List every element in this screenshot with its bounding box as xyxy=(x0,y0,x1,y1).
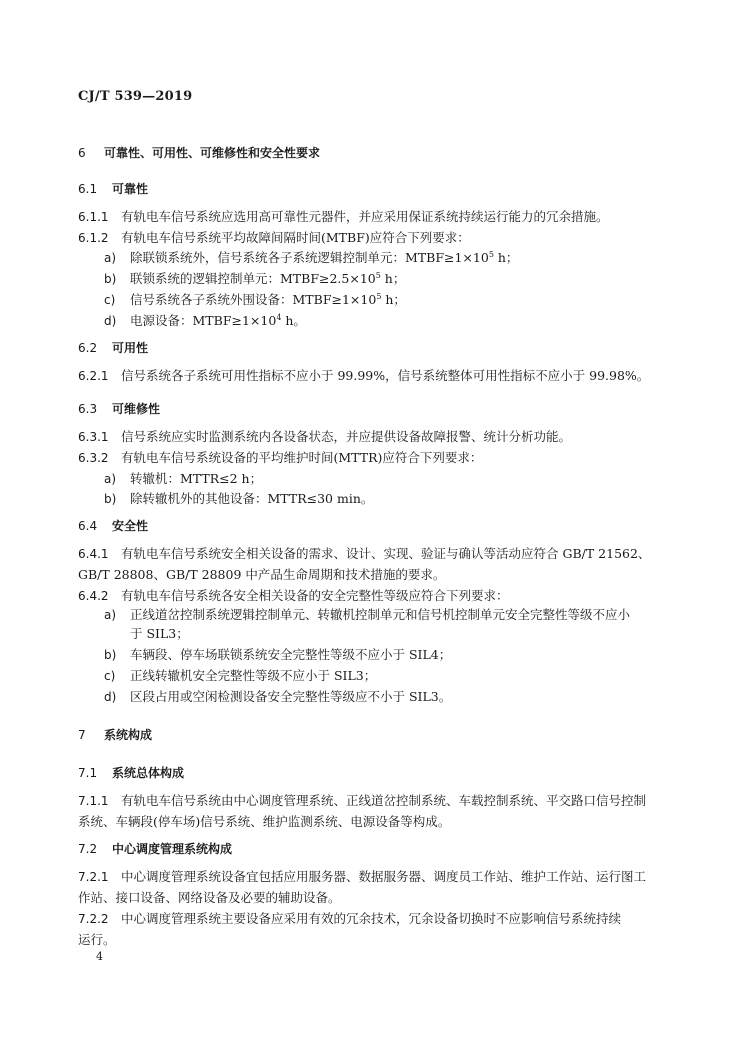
list-text: 正线道岔控制系统逻辑控制单元、转辙机控制单元和信号机控制单元安全完整性等级不应小 xyxy=(130,607,631,622)
clause-text: 信号系统应实时监测系统内各设备状态，并应提供设备故障报警、统计分析功能。 xyxy=(121,429,572,444)
clause-number: 6.3.1 xyxy=(78,430,109,444)
section-7-1-heading xyxy=(78,764,184,782)
list-item xyxy=(104,688,451,706)
section-title: 系统总体构成 xyxy=(112,766,185,780)
clause-number: 6.1.2 xyxy=(78,231,109,245)
list-item xyxy=(104,606,630,624)
clause-7-1-1 xyxy=(78,792,646,810)
clause-number: 6.4.2 xyxy=(78,589,109,603)
list-text: 区段占用或空闲检测设备安全完整性等级应不小于 SIL3。 xyxy=(130,689,452,704)
section-6-heading xyxy=(78,144,320,162)
clause-text: 中心调度管理系统设备宜包括应用服务器、数据服务器、调度员工作站、维护工作站、运行图工 xyxy=(121,869,647,884)
list-item xyxy=(104,270,405,288)
clause-number: 7.2.1 xyxy=(78,870,109,884)
section-number: 7.1 xyxy=(78,766,98,780)
clause-text: 有轨电车信号系统设备的平均维护时间(MTTR)应符合下列要求： xyxy=(121,450,483,465)
clause-6-4-1-continued: GB/T 28808、GB/T 28809 中产品生命周期和技术措施的要求。 xyxy=(78,567,446,582)
list-marker: b) xyxy=(104,492,117,506)
section-number: 6.3 xyxy=(78,402,98,416)
clause-text: 有轨电车信号系统安全相关设备的需求、设计、实现、验证与确认等活动应符合 GB/T 21562、 xyxy=(121,546,651,561)
list-text: 信号系统各子系统外围设备：MTBF≥1×10 xyxy=(130,292,377,307)
unit: h。 xyxy=(281,313,306,328)
list-marker: a) xyxy=(104,251,117,265)
clause-7-2-2-continued: 运行。 xyxy=(78,932,116,947)
list-text: 电源设备：MTBF≥1×10 xyxy=(130,313,277,328)
list-item xyxy=(104,312,306,330)
section-title: 安全性 xyxy=(112,519,149,533)
exponent: 5 xyxy=(375,271,381,280)
list-item-continued: 于 SIL3； xyxy=(130,626,189,641)
list-text: 转辙机：MTTR≤2 h； xyxy=(130,471,263,486)
list-marker: b) xyxy=(104,272,117,286)
clause-text: 有轨电车信号系统由中心调度管理系统、正线道岔控制系统、车载控制系统、平交路口信号控制 xyxy=(121,793,647,808)
section-number: 6.4 xyxy=(78,519,98,533)
section-title: 可用性 xyxy=(112,341,149,355)
list-item xyxy=(104,470,262,488)
clause-number: 7.2.2 xyxy=(78,912,109,926)
page-number: 4 xyxy=(96,950,103,963)
clause-7-2-2 xyxy=(78,910,621,928)
list-text: 除转辙机外的其他设备：MTTR≤30 min。 xyxy=(130,491,374,506)
list-item xyxy=(104,249,518,267)
section-title: 可维修性 xyxy=(112,402,161,416)
list-item xyxy=(104,646,451,664)
unit: h； xyxy=(493,250,519,265)
section-7-2-heading xyxy=(78,840,232,858)
clause-7-2-1 xyxy=(78,868,646,886)
list-marker: d) xyxy=(104,690,117,704)
clause-6-2-1 xyxy=(78,367,649,385)
clause-6-4-1 xyxy=(78,545,650,563)
clause-6-4-2 xyxy=(78,587,509,605)
exponent: 4 xyxy=(276,313,282,322)
section-title: 可靠性 xyxy=(112,182,149,196)
unit: h； xyxy=(381,292,406,307)
list-marker: d) xyxy=(104,314,117,328)
clause-number: 6.3.2 xyxy=(78,451,109,465)
list-marker: a) xyxy=(104,608,117,622)
section-title: 中心调度管理系统构成 xyxy=(112,842,233,856)
list-marker: a) xyxy=(104,472,117,486)
clause-7-1-1-continued: 系统、车辆段(停车场)信号系统、维护监测系统、电源设备等构成。 xyxy=(78,814,451,829)
exponent: 5 xyxy=(488,250,494,259)
clause-text: 中心调度管理系统主要设备应采用有效的冗余技术，冗余设备切换时不应影响信号系统持续 xyxy=(121,911,622,926)
clause-text: 有轨电车信号系统平均故障间隔时间(MTBF)应符合下列要求： xyxy=(121,230,470,245)
list-text: 除联锁系统外，信号系统各子系统逻辑控制单元：MTBF≥1×10 xyxy=(130,250,489,265)
section-number: 6.1 xyxy=(78,182,98,196)
section-7-heading xyxy=(78,726,152,744)
list-item xyxy=(104,490,373,508)
section-6-1-heading xyxy=(78,180,148,198)
clause-7-2-1-continued: 作站、接口设备、网络设备及必要的辅助设备。 xyxy=(78,890,341,905)
list-text: 联锁系统的逻辑控制单元：MTBF≥2.5×10 xyxy=(130,271,376,286)
clause-text: 有轨电车信号系统应选用高可靠性元器件，并应采用保证系统持续运行能力的冗余措施。 xyxy=(121,209,609,224)
clause-number: 6.4.1 xyxy=(78,547,109,561)
clause-number: 6.1.1 xyxy=(78,210,109,224)
unit: h； xyxy=(380,271,406,286)
section-title: 可靠性、可用性、可维修性和安全性要求 xyxy=(104,146,321,160)
clause-text: 有轨电车信号系统各安全相关设备的安全完整性等级应符合下列要求： xyxy=(121,588,509,603)
clause-number: 7.1.1 xyxy=(78,794,109,808)
list-item xyxy=(104,667,376,685)
section-number: 6.2 xyxy=(78,341,98,355)
list-item xyxy=(104,291,406,309)
clause-6-3-2 xyxy=(78,449,482,467)
section-number: 6 xyxy=(78,146,86,160)
exponent: 5 xyxy=(376,292,382,301)
list-text: 正线转辙机安全完整性等级不应小于 SIL3； xyxy=(130,668,377,683)
list-marker: c) xyxy=(104,669,116,683)
clause-6-1-1 xyxy=(78,208,609,226)
section-6-3-heading xyxy=(78,400,160,418)
clause-6-1-2 xyxy=(78,229,470,247)
section-number: 7 xyxy=(78,728,86,742)
section-title: 系统构成 xyxy=(104,728,153,742)
section-6-2-heading xyxy=(78,339,148,357)
clause-6-3-1 xyxy=(78,428,571,446)
clause-number: 6.2.1 xyxy=(78,369,109,383)
section-number: 7.2 xyxy=(78,842,98,856)
list-text: 车辆段、停车场联锁系统安全完整性等级不应小于 SIL4； xyxy=(130,647,452,662)
list-marker: c) xyxy=(104,293,116,307)
clause-text: 信号系统各子系统可用性指标不应小于 99.99%，信号系统整体可用性指标不应小于 99.98%。 xyxy=(121,368,650,383)
list-marker: b) xyxy=(104,648,117,662)
document-id: CJ/T 539—2019 xyxy=(78,89,193,104)
section-6-4-heading xyxy=(78,517,148,535)
